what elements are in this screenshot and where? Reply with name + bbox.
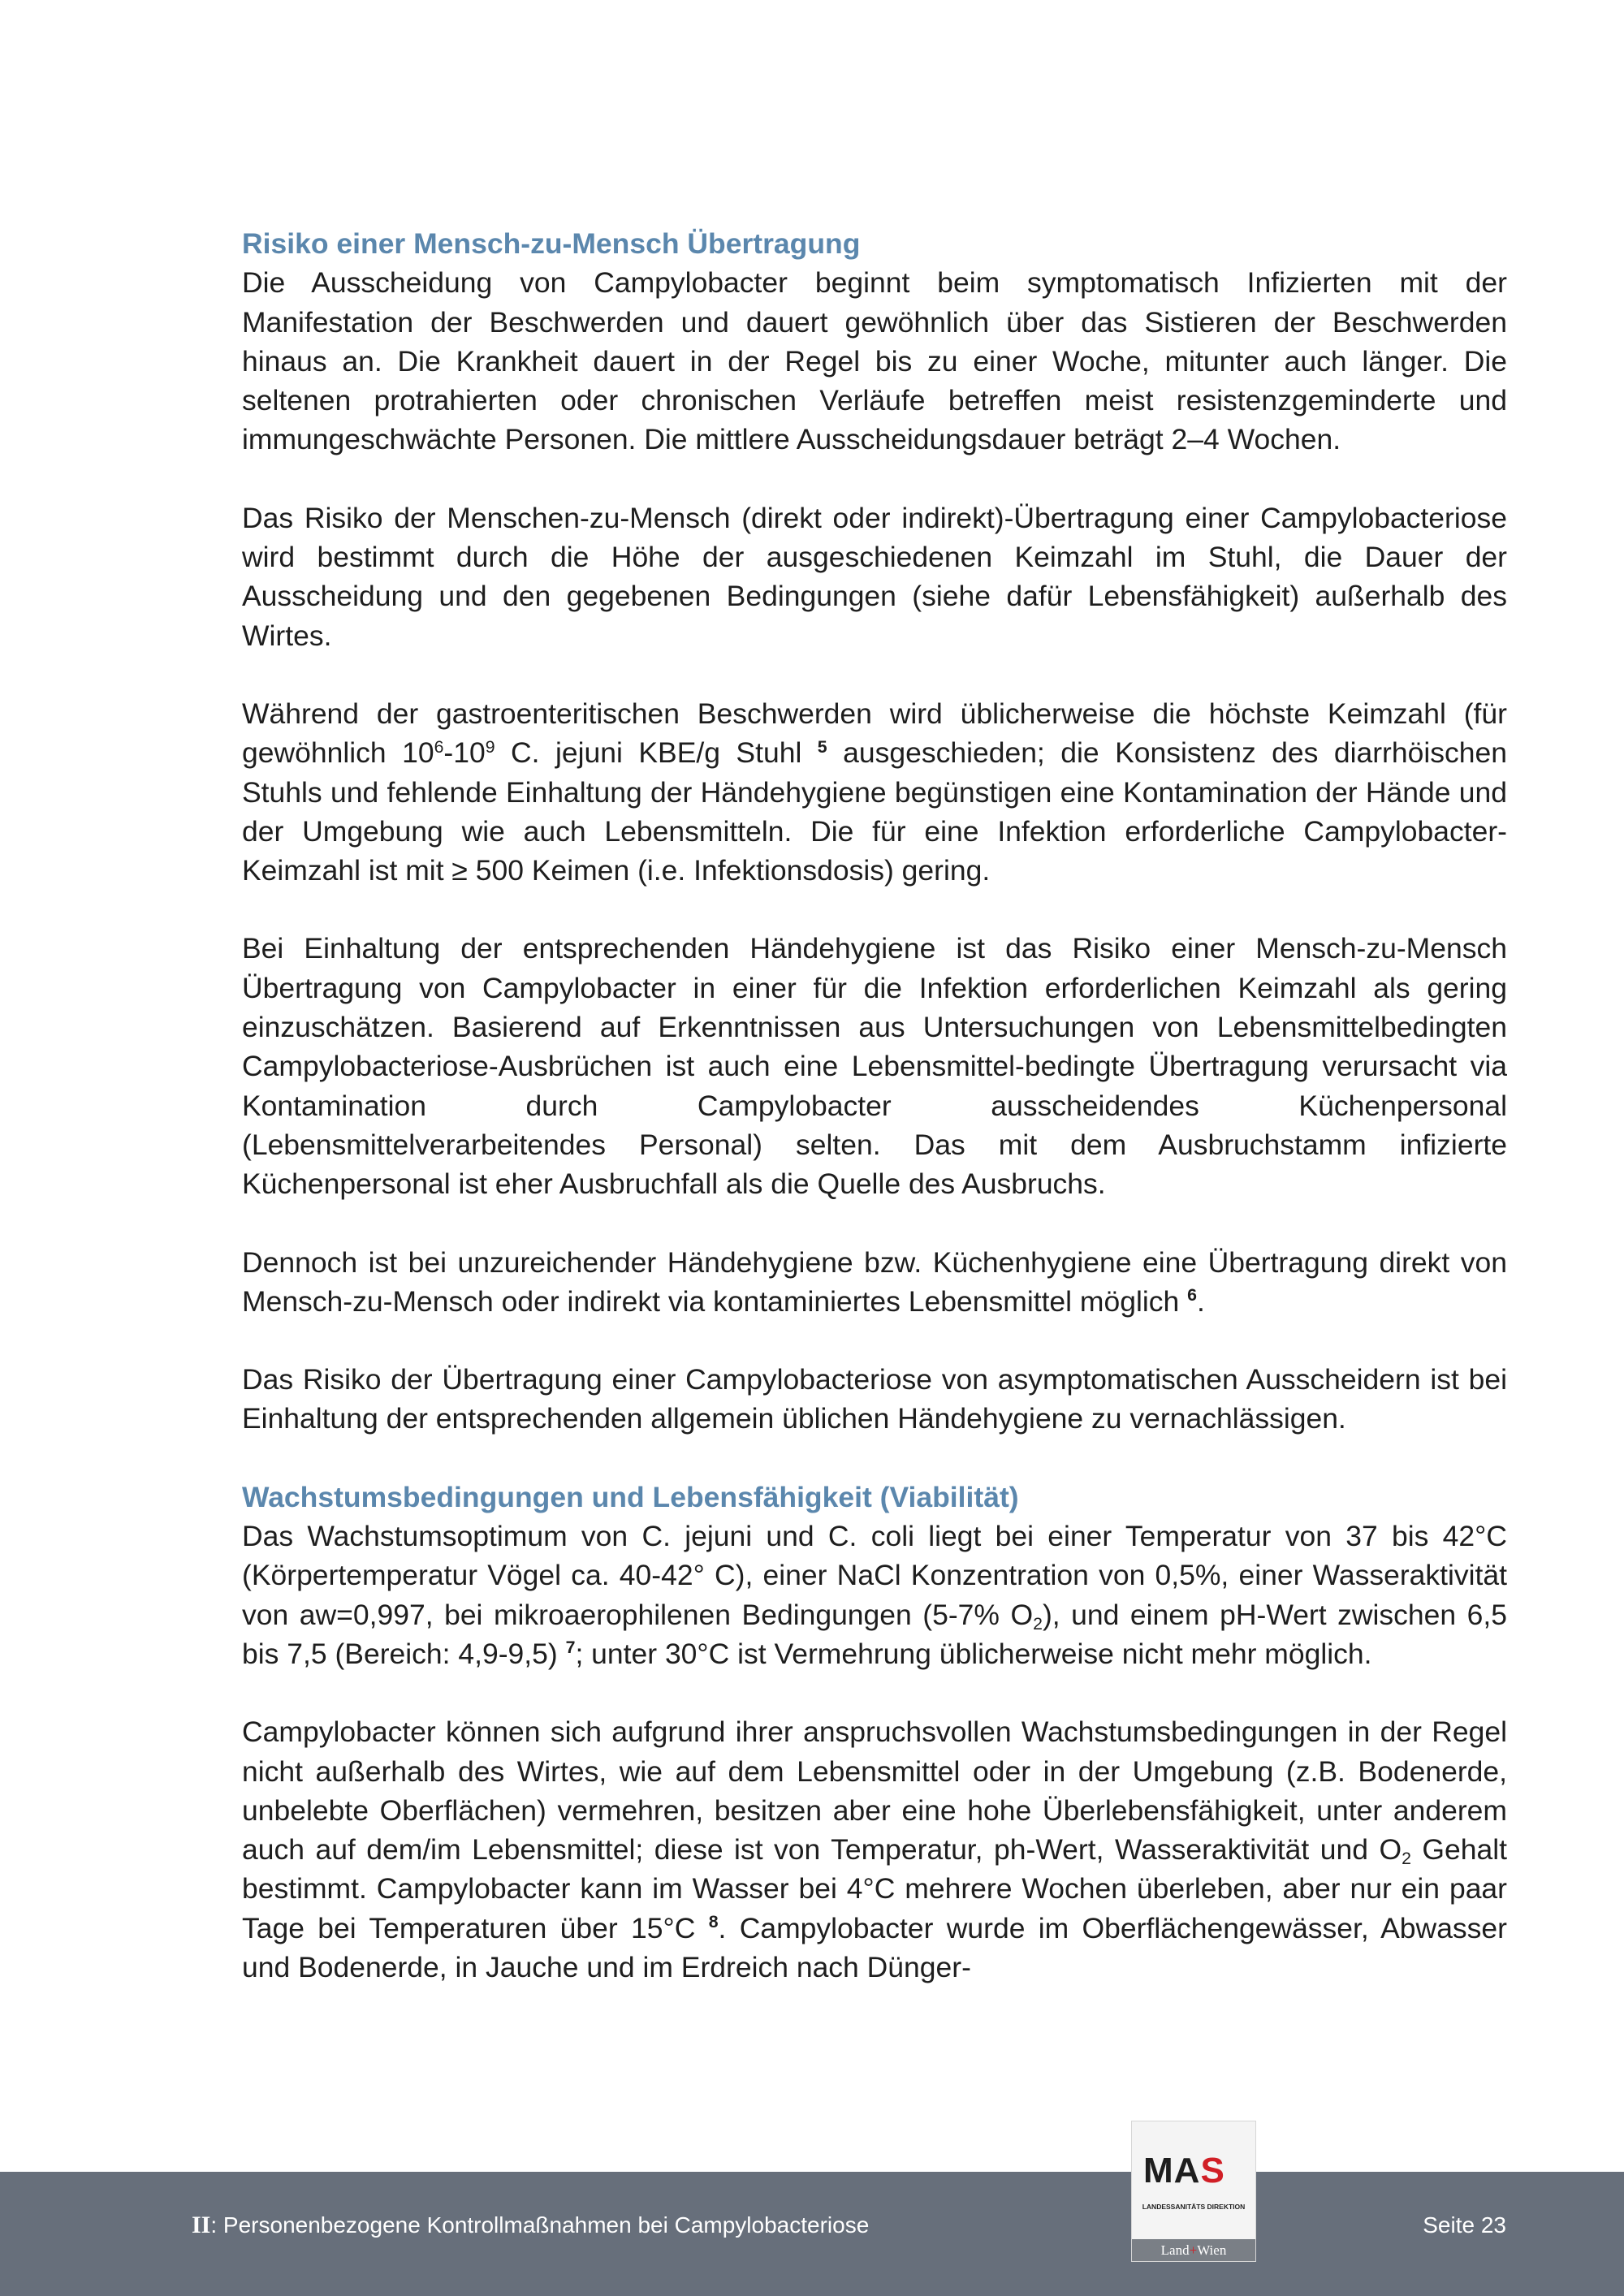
- section-heading-risk: Risiko einer Mensch-zu-Mensch Übertragung: [242, 227, 861, 260]
- paragraph: Das Risiko der Menschen-zu-Mensch (direkt oder indirekt)-Übertragung einer Campylobacteriose wird bestimmt durch die Höhe der ausgeschiedenen Keimzahl im Stuhl, die Dauer der Ausscheidung und den gegebenen Bedingungen (siehe dafür Lebensfähigkeit) außerhalb des Wirtes.: [242, 501, 1507, 652]
- paragraph: Bei Einhaltung der entsprechenden Händehygiene ist das Risiko einer Mensch-zu-Mensch Übertragung von Campylobacter in einer für die Infektion erforderlichen Keimzahl als gering einzuschätzen. Basierend auf Erkenntnissen aus Untersuchungen von Lebensmittelbedingten Campylobacteriose-Ausbrüchen ist auch eine Lebensmittel-bedingte Übertragung verursacht via Kontamination durch Campylobacter ausscheidendes Küchenpersonal (Lebensmittelverarbeitendes Personal) selten. Das mit dem Ausbruchstamm infizierte Küchenpersonal ist eher Ausbruchfall als die Quelle des Ausbruchs.: [242, 932, 1507, 1201]
- footer-title-text: : Personenbezogene Kontrollmaßnahmen bei Campylobacteriose: [210, 2212, 870, 2238]
- paragraph: Dennoch ist bei unzureichender Händehygiene bzw. Küchenhygiene eine Übertragung direkt von Mensch-zu-Mensch oder indirekt via kontaminiertes Lebensmittel möglich $^6$.: [242, 1245, 1507, 1318]
- page-footer: [0, 2172, 1624, 2296]
- footnote-ref: 8: [708, 1911, 719, 1931]
- landessanitaetsdirektion-logo: [1132, 2121, 1255, 2261]
- footnote-ref: 6: [1187, 1285, 1197, 1306]
- paragraph: Während der gastroenteritischen Beschwerden wird üblicherweise die höchste Keimzahl (für gewöhnlich $10^6-10^9$ C. jejuni KBE/g Stuhl $^5$ ausgeschieden; die Konsistenz des diarrhöischen Stuhls und fehlende Einhaltung der Händehygiene begünstigen eine Kontamination der Hände und der Umgebung wie auch Lebensmitteln. Die für eine Infektion erforderliche Campylobacter-Keimzahl ist mit ≥ 500 Keimen (i.e. Infektionsdosis) gering.: [242, 697, 1507, 887]
- paragraph: Das Wachstumsoptimum von C. jejuni und C. coli liegt bei einer Temperatur von 37 bis 42°C (Körpertemperatur Vögel ca. 40-42° C), einer NaCl Konzentration von 0,5%, einer Wasseraktivität von aw=0,997, bei mikroaerophilenen Bedingungen (5-7% $O_2$), und einem pH-Wert zwischen 6,5 bis 7,5 (Bereich: 4,9-9,5) $^7$; unter 30°C ist Vermehrung üblicherweise nicht mehr möglich.: [242, 1520, 1507, 1670]
- footer-chapter: II: [192, 2212, 211, 2238]
- aesculap-staff-icon: S: [1200, 2151, 1225, 2190]
- paragraph: Campylobacter können sich aufgrund ihrer anspruchsvollen Wachstumsbedingungen in der Regel nicht außerhalb des Wirtes, wie auf dem Lebensmittel oder in der Umgebung (z.B. Bodenerde, unbelebte Oberflächen) vermehren, besitzen aber eine hohe Überlebensfähigkeit, unter anderem auch auf dem/im Lebensmittel; diese ist von Temperatur, ph-Wert, Wasseraktivität und $O_2$ Gehalt bestimmt. Campylobacter kann im Wasser bei 4°C mehrere Wochen überleben, aber nur ein paar Tage bei Temperaturen über 15°C $^8$. Campylobacter wurde im Oberflächengewässer, Abwasser und Bodenerde, in Jauche und im Erdreich nach Dünger-: [242, 1716, 1507, 1983]
- footnote-ref: 7: [565, 1638, 576, 1658]
- footer-title: [192, 2211, 869, 2240]
- footnote-ref: 5: [817, 736, 827, 757]
- paragraph: Das Risiko der Übertragung einer Campylobacteriose von asymptomatischen Ausscheidern ist bei Einhaltung der entsprechenden allgemein üblichen Händehygiene zu vernachlässigen.: [242, 1363, 1507, 1435]
- logo-mark: MAS: [1143, 2151, 1225, 2190]
- logo-land-wien: Land+Wien: [1132, 2239, 1255, 2261]
- page-content: [242, 224, 1507, 1987]
- logo-subtitle: LANDESSANITÄTS DIREKTION: [1142, 2203, 1246, 2211]
- page-number: Seite 23: [1423, 2212, 1506, 2238]
- section-heading-growth: Wachstumsbedingungen und Lebensfähigkeit (Viabilität): [242, 1480, 1019, 1513]
- paragraph: Die Ausscheidung von Campylobacter beginnt beim symptomatisch Infizierten mit der Manifestation der Beschwerden und dauert gewöhnlich über das Sistieren der Beschwerden hinaus an. Die Krankheit dauert in der Regel bis zu einer Woche, mitunter auch länger. Die seltenen protrahierten oder chronischen Verläufe betreffen meist resistenzgeminderte und immungeschwächte Personen. Die mittlere Ausscheidungsdauer beträgt 2–4 Wochen.: [242, 266, 1507, 456]
